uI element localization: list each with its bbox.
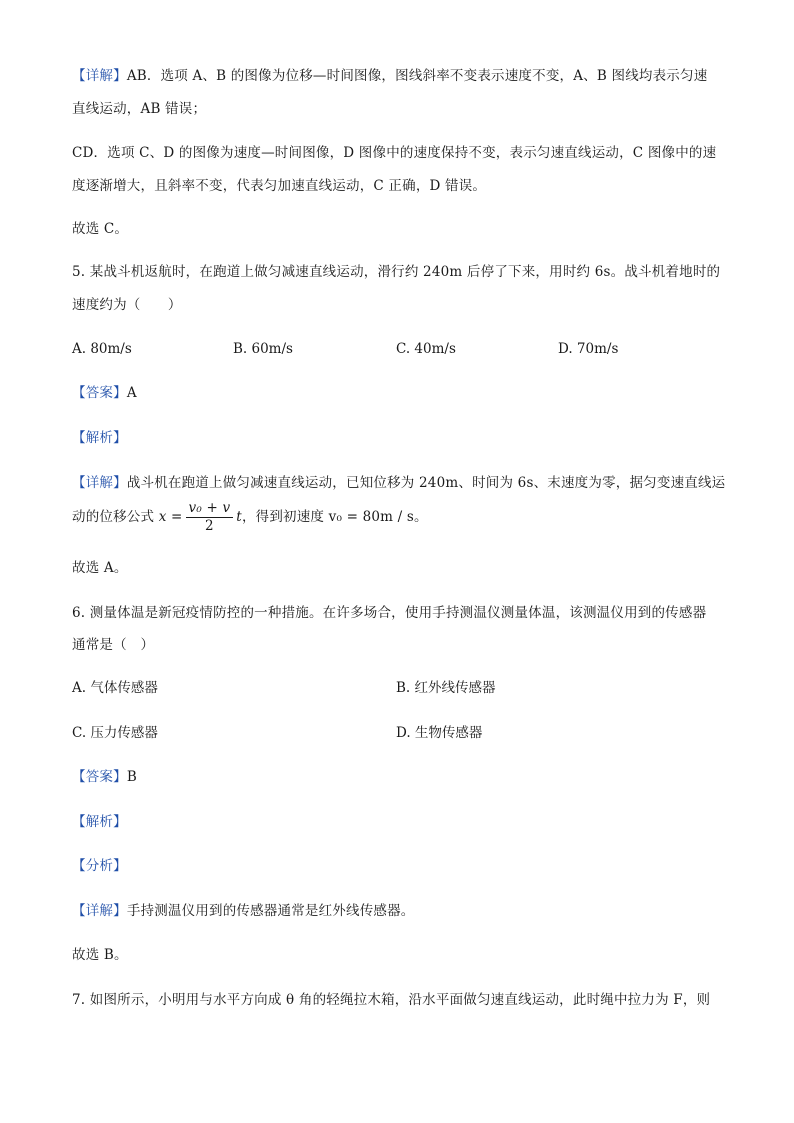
q5-stem-line2: 速度约为（ ） [72,297,182,313]
formula-t: t [236,509,242,525]
formula-denominator: 2 [205,518,214,534]
q5-detail-line1: 【详解】战斗机在跑道上做匀减速直线运动，已知位移为 240m、时间为 6s、末速度为零，据匀变速直线运 [72,475,726,491]
q6-conclusion: 故选 B。 [72,947,128,963]
q6-detail: 【详解】手持测温仪用到的传感器通常是红外线传感器。 [72,903,415,919]
q5-conclusion: 故选 A。 [72,560,128,576]
detail-tag: 【详解】 [72,475,127,491]
q5-analysis-tag: 【解析】 [72,430,127,446]
q6-stem-line1: 6. 测量体温是新冠疫情防控的一种措施。在许多场合，使用手持测温仪测量体温，该测温仪用到的传感器 [72,605,707,621]
q5-option-b: B. 60m/s [233,341,293,357]
q4-detail-line2: 直线运动，AB 错误； [72,101,207,117]
q6-option-a: A. 气体传感器 [72,680,158,696]
answer-tag: 【答案】 [72,769,127,785]
detail-tag: 【详解】 [72,903,127,919]
q6-analysis-tag: 【解析】 [72,814,127,830]
q5-stem-line1: 5. 某战斗机返航时，在跑道上做匀减速直线运动，滑行约 240m 后停了下来，用时约 6s。战斗机着地时的 [72,264,721,280]
q5-detail-line2: 动的位移公式 x = $\frac{\text{v₀ + v}}{2}$ t，得到初速度 v₀ = 80m / s。 [72,500,428,534]
q6-option-b: B. 红外线传感器 [396,680,496,696]
q4-detail-line4: 度逐渐增大，且斜率不变，代表匀加速直线运动，C 正确，D 错误。 [72,178,487,194]
q4-detail-line1: 【详解】AB．选项 A、B 的图像为位移—时间图像，图线斜率不变表示速度不变，A、B 图线均表示匀速 [72,68,708,84]
formula-lhs: x = [158,509,183,525]
q4-detail-line3: CD．选项 C、D 的图像为速度—时间图像，D 图像中的速度保持不变，表示匀速直线运动，C 图像中的速 [72,145,717,161]
formula-result: v₀ = 80m / s [328,509,415,525]
q5-answer: 【答案】A [72,385,137,401]
q7-stem-line1: 7. 如图所示，小明用与水平方向成 θ 角的轻绳拉木箱，沿水平面做匀速直线运动，此时绳中拉力为 F，则 [72,992,711,1008]
q6-answer: 【答案】B [72,769,137,785]
q6-option-c: C. 压力传感器 [72,725,158,741]
q5-option-d: D. 70m/s [558,341,619,357]
q6-stem-line2: 通常是（ ） [72,637,155,653]
q4-conclusion: 故选 C。 [72,221,129,237]
q5-option-c: C. 40m/s [396,341,456,357]
formula-numerator: v₀ + v [186,500,234,518]
formula-fraction [186,500,234,535]
q5-option-a: A. 80m/s [72,341,132,357]
q6-option-d: D. 生物传感器 [396,725,483,741]
q6-fenxi-tag: 【分析】 [72,858,127,874]
answer-tag: 【答案】 [72,385,127,401]
detail-tag: 【详解】 [72,68,127,84]
